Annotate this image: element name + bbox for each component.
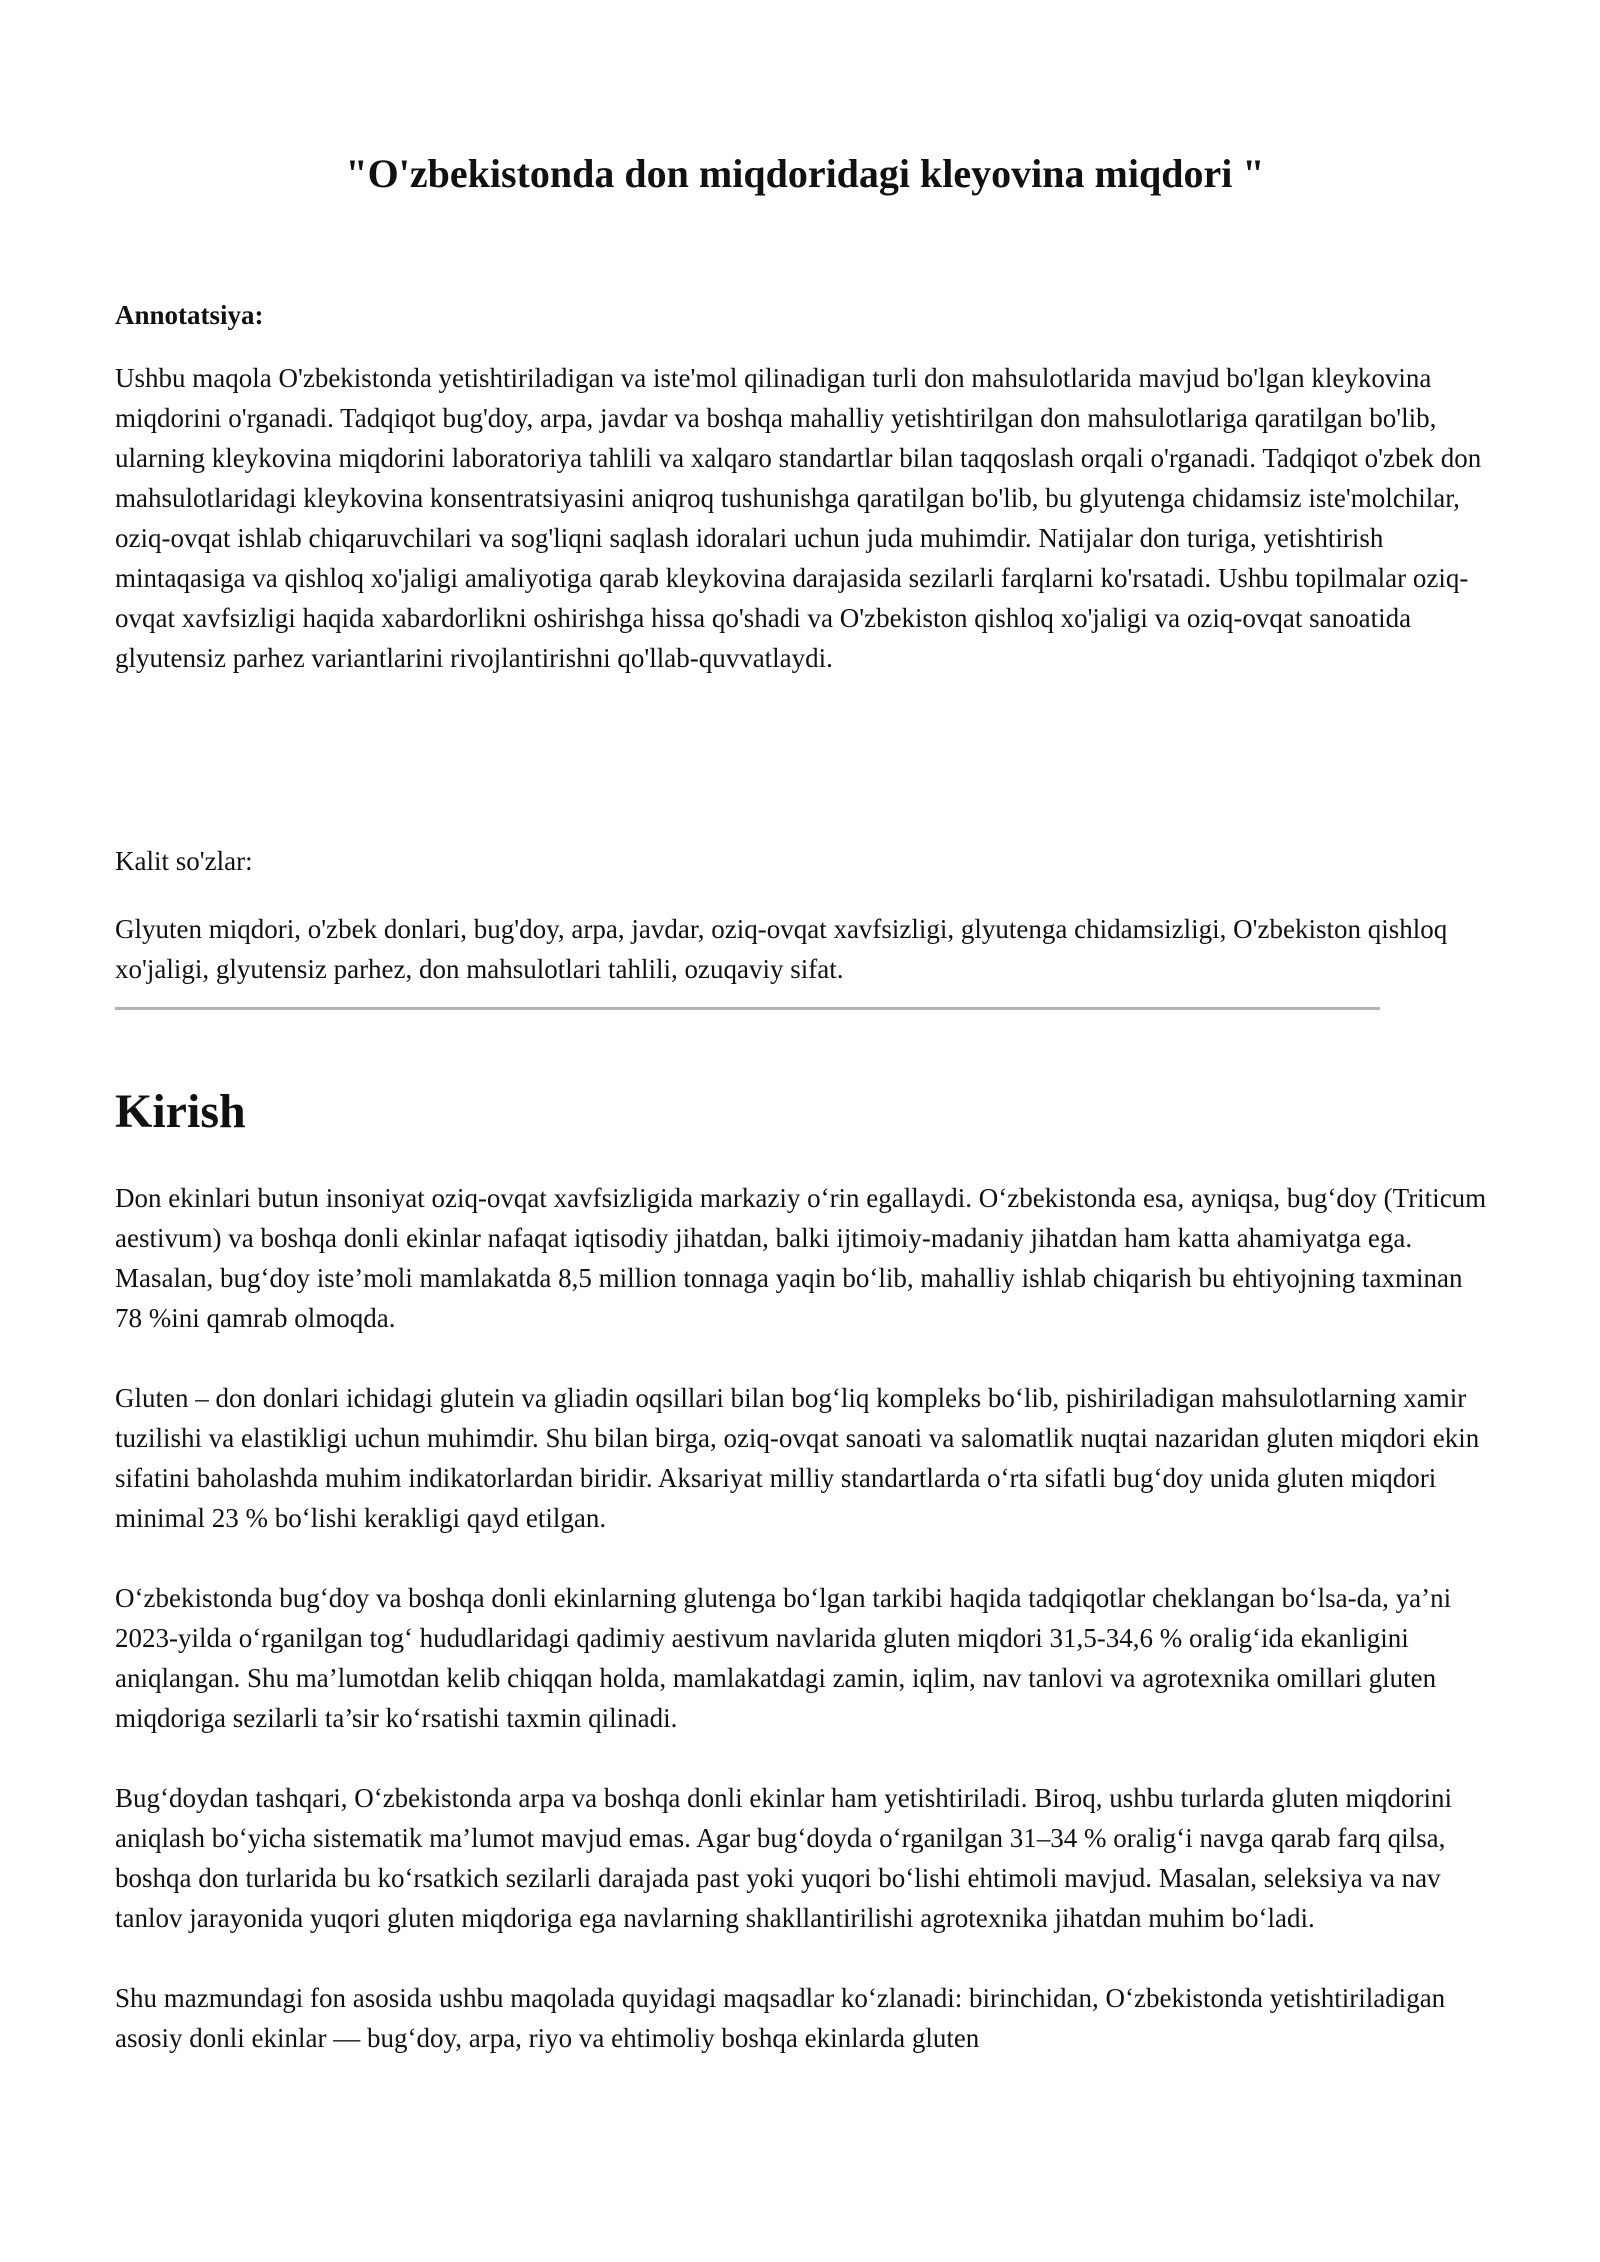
annotation-label: Annotatsiya:	[115, 300, 264, 330]
horizontal-divider	[115, 1007, 1380, 1010]
intro-paragraph: Bug‘doydan tashqari, O‘zbekistonda arpa va boshqa donli ekinlar ham yetishtiriladi. Biroq, ushbu turlarda gluten miqdorini aniqlash bo‘yicha sistematik ma’lumot mavjud emas. Agar bug‘doyda o‘rganilgan 31–34 % oralig‘i navga qarab farq qilsa, boshqa don turlarida bu ko‘rsatkich sezilarli darajada past yoki yuqori bo‘lishi ehtimoli mavjud. Masalan, seleksiya va nav tanlov jarayonida yuqori gluten miqdoriga ega navlarning shakllantirilishi agrotexnika jihatdan muhim bo‘ladi.	[115, 1783, 1452, 1933]
keywords-text: Glyuten miqdori, o'zbek donlari, bug'doy, arpa, javdar, oziq-ovqat xavfsizligi, glyutenga chidamsizligi, O'zbekiston qishloq xo'jaligi, glyutensiz parhez, don mahsulotlari tahlili, ozuqaviy sifat.	[115, 914, 1448, 984]
intro-paragraph: Shu mazmundagi fon asosida ushbu maqolada quyidagi maqsadlar ko‘zlanadi: birinchidan, O‘zbekistonda yetishtiriladigan asosiy donli ekinlar — bug‘doy, arpa, riyo va ehtimoliy boshqa ekinlarda gluten	[115, 1983, 1446, 2053]
annotation-text: Ushbu maqola O'zbekistonda yetishtiriladigan va iste'mol qilinadigan turli don mahsulotlarida mavjud bo'lgan kleykovina miqdorini o'rganadi. Tadqiqot bug'doy, arpa, javdar va boshqa mahalliy yetishtirilgan don mahsulotlariga qaratilgan bo'lib, ularning kleykovina miqdorini laboratoriya tahlili va xalqaro standartlar bilan taqqoslash orqali o'rganadi. Tadqiqot o'zbek don mahsulotlaridagi kleykovina konsentratsiyasini aniqroq tushunishga qaratilgan bo'lib, bu glyutenga chidamsiz iste'molchilar, oziq-ovqat ishlab chiqaruvchilari va sog'liqni saqlash idoralari uchun juda muhimdir. Natijalar don turiga, yetishtirish mintaqasiga va qishloq xo'jaligi amaliyotiga qarab kleykovina darajasida sezilarli farqlarni ko'rsatadi. Ushbu topilmalar oziq-ovqat xavfsizligi haqida xabardorlikni oshirishga hissa qo'shadi va O'zbekiston qishloq xo'jaligi va oziq-ovqat sanoatida glyutensiz parhez variantlarini rivojlantirishni qo'llab-quvvatlaydi.	[115, 363, 1482, 673]
intro-paragraph: Gluten – don donlari ichidagi glutein va gliadin oqsillari bilan bog‘liq kompleks bo‘lib, pishiriladigan mahsulotlarning xamir tuzilishi va elastikligi uchun muhimdir. Shu bilan birga, oziq-ovqat sanoati va salomatlik nuqtai nazaridan gluten miqdori ekin sifatini baholashda muhim indikatorlardan biridir. Aksariyat milliy standartlarda o‘rta sifatli bug‘doy unida gluten miqdori minimal 23 % bo‘lishi kerakligi qayd etilgan.	[115, 1383, 1480, 1533]
intro-paragraph: O‘zbekistonda bug‘doy va boshqa donli ekinlarning glutenga bo‘lgan tarkibi haqida tadqiqotlar cheklangan bo‘lsa-da, ya’ni 2023-yilda o‘rganilgan tog‘ hududlaridagi qadimiy aestivum navlarida gluten miqdori 31,5-34,6 % oralig‘ida ekanligini aniqlangan. Shu ma’lumotdan kelib chiqqan holda, mamlakatdagi zamin, iqlim, nav tanlovi va agrotexnika omillari gluten miqdoriga sezilarli ta’sir ko‘rsatishi taxmin qilinadi.	[115, 1583, 1452, 1733]
section-heading-intro: Kirish	[115, 1085, 246, 1138]
intro-body	[115, 1178, 1495, 2098]
page-title: "O'zbekistonda don miqdoridagi kleyovina miqdori "	[345, 151, 1265, 196]
intro-paragraph: Don ekinlari butun insoniyat oziq-ovqat xavfsizligida markaziy o‘rin egallaydi. O‘zbekistonda esa, ayniqsa, bug‘doy (Triticum aestivum) va boshqa donli ekinlar nafaqat iqtisodiy jihatdan, balki ijtimoiy-madaniy jihatdan ham katta ahamiyatga ega. Masalan, bug‘doy iste’moli mamlakatda 8,5 million tonnaga yaqin bo‘lib, mahalliy ishlab chiqarish bu ehtiyojning taxminan 78 %ini qamrab olmoqda.	[115, 1183, 1487, 1333]
keywords-label: Kalit so'zlar:	[115, 846, 253, 876]
